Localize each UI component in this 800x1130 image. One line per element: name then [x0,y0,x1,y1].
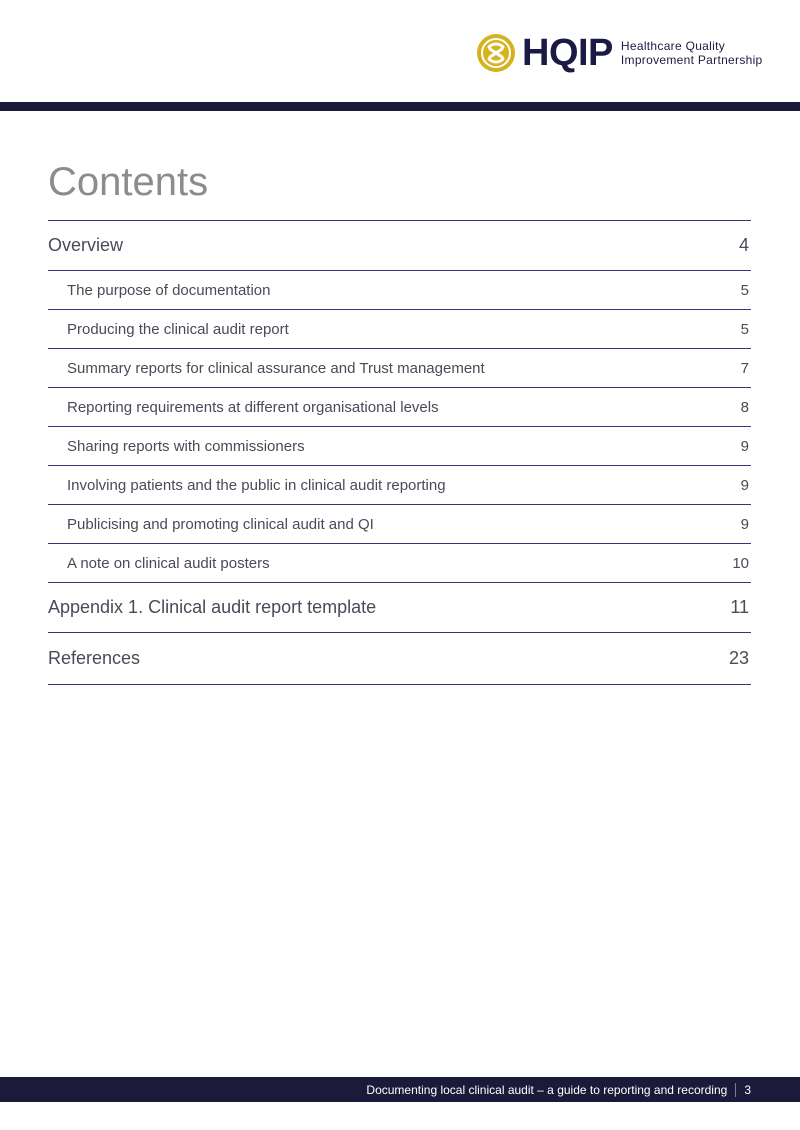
toc-entry-label: Producing the clinical audit report [67,320,289,338]
toc-entry-label: A note on clinical audit posters [67,554,270,572]
page-title: Contents [48,160,209,204]
toc-entry-label: Summary reports for clinical assurance and Trust management [67,359,485,377]
toc-entry-page: 8 [740,398,749,416]
hqip-logo [476,32,763,74]
toc-entry-label: The purpose of documentation [67,281,271,299]
header-rule [0,102,800,111]
toc-entry-producing-report[interactable] [48,310,751,349]
toc-entry-publicising[interactable] [48,505,751,544]
toc-entry-label: Appendix 1. Clinical audit report template [48,597,377,617]
toc-entry-references[interactable] [48,633,751,685]
toc-entry-page: 5 [740,281,749,299]
logo-tagline-line-2: Improvement Partnership [620,53,763,67]
toc-entry-page: 10 [732,554,749,572]
toc-entry-page: 4 [738,235,749,255]
toc-entry-overview[interactable] [48,221,751,271]
toc-entry-sharing-reports[interactable] [48,427,751,466]
toc-entry-page: 7 [740,359,749,377]
toc-entry-label: References [48,648,141,668]
toc-entry-posters[interactable] [48,544,751,583]
logo-tagline-line-1: Healthcare Quality [620,39,726,53]
toc-entry-label: Reporting requirements at different organisational levels [67,398,439,416]
logo-tagline [621,39,763,67]
toc-entry-page: 9 [740,437,749,455]
toc-entry-label: Overview [48,235,124,255]
toc-entry-involving-patients[interactable] [48,466,751,505]
footer-page-number: 3 [744,1082,751,1097]
toc-entry-appendix-1[interactable] [48,583,751,633]
toc-entry-label: Publicising and promoting clinical audit and QI [67,515,374,533]
toc-entry-page: 9 [740,515,749,533]
toc-entry-page: 11 [730,597,749,617]
footer-divider [735,1083,736,1097]
toc-entry-page: 23 [728,648,749,668]
toc-entry-page: 9 [740,476,749,494]
toc-entry-summary-reports[interactable] [48,349,751,388]
toc-entry-label: Sharing reports with commissioners [67,437,305,455]
toc-entry-reporting-requirements[interactable] [48,388,751,427]
toc-entry-purpose-of-documentation[interactable] [48,271,751,310]
page-footer [0,1077,800,1102]
footer-document-title: Documenting local clinical audit – a guide to reporting and recording [366,1082,728,1097]
toc-entry-page: 5 [740,320,749,338]
table-of-contents [48,220,751,685]
toc-entry-label: Involving patients and the public in clinical audit reporting [67,476,446,494]
hqip-emblem-icon [476,33,516,73]
logo-wordmark: HQIP [522,32,613,74]
